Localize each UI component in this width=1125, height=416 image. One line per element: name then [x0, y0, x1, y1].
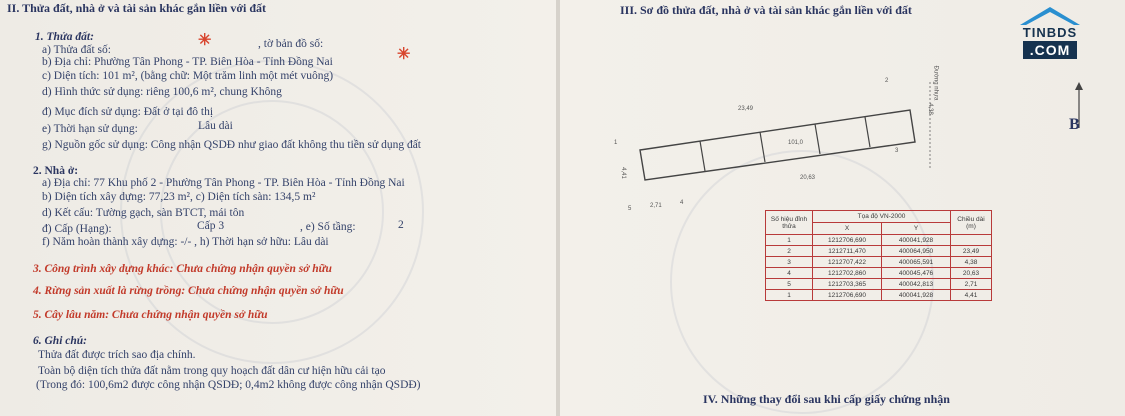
table-header-coord: Tọa độ VN-2000 — [813, 211, 951, 223]
sketch-area: 101,0 — [788, 140, 804, 146]
table-row — [766, 279, 992, 290]
land-address: b) Địa chỉ: Phường Tân Phong - TP. Biên Hòa - Tỉnh Đồng Nai — [42, 56, 333, 68]
table-row — [766, 246, 992, 257]
plot-number-label: a) Thửa đất số: — [42, 44, 111, 56]
plot-divider-1 — [700, 141, 705, 171]
item-5-perennial: 5. Cây lâu năm: Chưa chứng nhận quyền sở hữu — [33, 309, 268, 321]
table-header-point: Số hiệu đỉnh thửa — [766, 211, 813, 235]
table-header-length: Chiều dài (m) — [951, 211, 992, 235]
land-origin: g) Nguồn gốc sử dụng: Công nhận QSDĐ như giao đất không thu tiền sử dụng đất — [42, 139, 422, 151]
cell-length: 2,71 — [951, 279, 992, 290]
land-heading: 1. Thửa đất: — [35, 31, 94, 43]
section-3-title: III. Sơ đồ thửa đất, nhà ở và tài sản khác gắn liền với đất — [620, 3, 912, 17]
table-row — [766, 268, 992, 279]
cell-y: 400041,928 — [882, 290, 951, 301]
table-header-x: X — [813, 223, 882, 235]
north-label: B — [1069, 116, 1080, 133]
left-page — [0, 0, 556, 416]
cell-length: 20,63 — [951, 268, 992, 279]
cell-point: 4 — [766, 268, 813, 279]
usage-form: d) Hình thức sử dụng: riêng 100,6 m², chung Không — [42, 86, 282, 98]
usage-purpose: đ) Mục đích sử dụng: Đất ở tại đô thị — [42, 106, 214, 118]
section-4-title: IV. Những thay đổi sau khi cấp giấy chứng nhận — [703, 392, 950, 406]
right-page — [560, 0, 1125, 416]
logo-line-2: .COM — [1023, 41, 1077, 59]
house-year-ownership: f) Năm hoàn thành xây dựng: -/- , h) Thời hạn sở hữu: Lâu dài — [42, 236, 329, 248]
sketch-road-label: Đường nhựa — [932, 65, 939, 101]
corner-3: 3 — [895, 148, 899, 154]
table-row — [766, 290, 992, 301]
house-heading: 2. Nhà ở: — [33, 165, 79, 177]
house-address: a) Địa chỉ: 77 Khu phố 2 - Phường Tân Phong - TP. Biên Hòa - Tỉnh Đồng Nai — [42, 177, 405, 189]
corner-4: 4 — [680, 200, 684, 206]
plot-outline — [640, 110, 915, 180]
cell-y: 400041,928 — [882, 235, 951, 246]
cell-x: 1212706,690 — [813, 290, 882, 301]
sketch-length-top: 23,49 — [738, 106, 754, 112]
cell-x: 1212711,470 — [813, 246, 882, 257]
house-structure: d) Kết cấu: Tường gạch, sàn BTCT, mái tôn — [42, 207, 245, 219]
sketch-width-left: 4,41 — [619, 167, 626, 179]
notes-line-2: Toàn bộ diện tích thửa đất nằm trong quy hoạch đất dân cư hiện hữu cải tạo — [38, 365, 386, 377]
notes-heading: 6. Ghi chú: — [33, 335, 87, 347]
corner-5: 5 — [628, 206, 632, 212]
sketch-width-right: 4,38 — [926, 103, 933, 115]
map-sheet-label: , tờ bản đồ số: — [258, 38, 324, 50]
sketch-length-bottom: 20,63 — [800, 175, 816, 181]
cell-length: 4,41 — [951, 290, 992, 301]
house-grade-value: Cấp 3 — [197, 220, 225, 232]
item-3-construction: 3. Công trình xây dựng khác: Chưa chứng nhận quyền sở hữu — [33, 263, 332, 275]
cell-length: 23,49 — [951, 246, 992, 257]
land-area: c) Diện tích: 101 m², (bằng chữ: Một trăm linh một mét vuông) — [42, 70, 334, 82]
cell-x: 1212706,690 — [813, 235, 882, 246]
cell-x: 1212702,860 — [813, 268, 882, 279]
usage-term-value: Lâu dài — [198, 120, 233, 132]
plot-divider-3 — [815, 124, 820, 154]
tinbds-logo — [1018, 5, 1082, 63]
house-grade-label: đ) Cấp (Hạng): — [42, 223, 112, 235]
plot-divider-4 — [865, 117, 870, 147]
house-floors-label: , e) Số tầng: — [300, 221, 356, 233]
cell-point: 3 — [766, 257, 813, 268]
cell-x: 1212703,365 — [813, 279, 882, 290]
stamp-mark-2: ✳ — [397, 46, 411, 63]
cell-x: 1212707,422 — [813, 257, 882, 268]
notes-line-3: (Trong đó: 100,6m2 được công nhận QSDĐ; 0,4m2 không được công nhận QSDĐ) — [36, 379, 421, 391]
cell-length — [951, 235, 992, 246]
house-roof-icon — [1018, 5, 1082, 27]
logo-line-1: TINBDS — [1022, 25, 1078, 40]
section-2-title: II. Thửa đất, nhà ở và tài sản khác gắn liền với đất — [7, 1, 267, 15]
cell-y: 400045,476 — [882, 268, 951, 279]
cell-length: 4,38 — [951, 257, 992, 268]
table-row — [766, 257, 992, 268]
table-header-y: Y — [882, 223, 951, 235]
notes-line-1: Thửa đất được trích sao địa chính. — [38, 349, 196, 361]
corner-2: 2 — [885, 78, 889, 84]
cell-y: 400064,950 — [882, 246, 951, 257]
item-4-forest: 4. Rừng sản xuất là rừng trồng: Chưa chứng nhận quyền sở hữu — [33, 285, 344, 297]
cell-point: 2 — [766, 246, 813, 257]
house-build-area: b) Diện tích xây dựng: 77,23 m², c) Diện tích sàn: 134,5 m² — [42, 191, 316, 203]
house-floors-value: 2 — [398, 219, 404, 231]
corner-1: 1 — [614, 140, 618, 146]
cell-y: 400065,591 — [882, 257, 951, 268]
stamp-mark: ✳ — [198, 32, 212, 49]
plot-divider-2 — [760, 132, 765, 162]
sketch-small-length: 2,71 — [650, 203, 662, 209]
table-row — [766, 235, 992, 246]
usage-term-label: e) Thời hạn sử dụng: — [42, 123, 138, 135]
coordinate-table — [765, 210, 992, 301]
cell-point: 5 — [766, 279, 813, 290]
cell-point: 1 — [766, 290, 813, 301]
cell-point: 1 — [766, 235, 813, 246]
cell-y: 400042,813 — [882, 279, 951, 290]
